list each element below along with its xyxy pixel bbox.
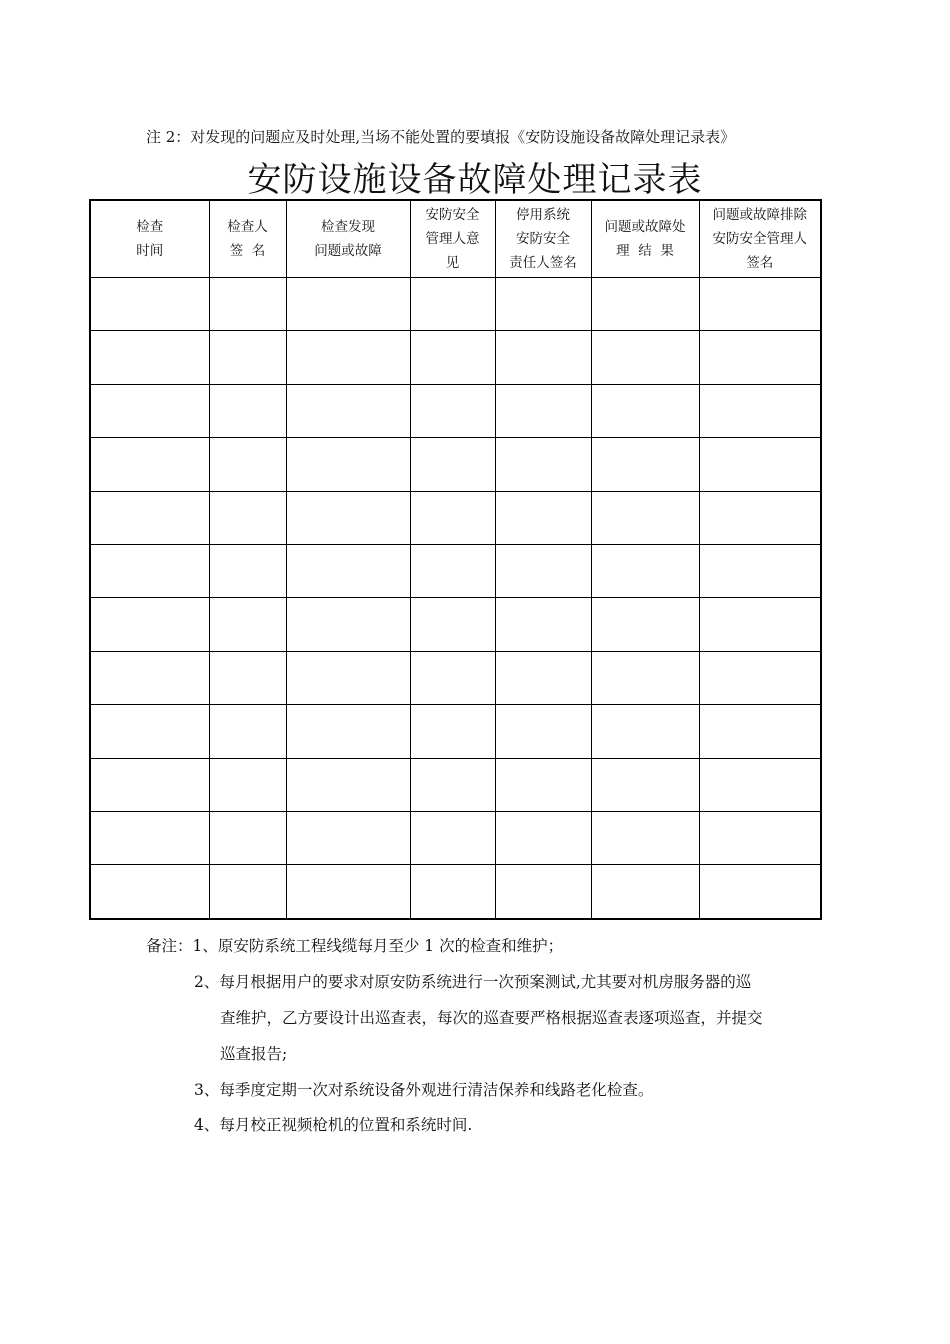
table-cell[interactable] (90, 331, 209, 384)
table-cell[interactable] (410, 384, 495, 437)
table-cell[interactable] (699, 811, 821, 864)
table-cell[interactable] (286, 438, 410, 491)
table-cell[interactable] (286, 865, 410, 919)
table-cell[interactable] (495, 865, 591, 919)
table-cell[interactable] (591, 331, 699, 384)
table-cell[interactable] (410, 544, 495, 597)
remark-line-3: 查维护，乙方要设计出巡查表，每次的巡查要严格根据巡查表逐项巡查，并提交 (220, 1009, 763, 1027)
table-cell[interactable] (699, 491, 821, 544)
table-cell[interactable] (410, 438, 495, 491)
table-cell[interactable] (90, 865, 209, 919)
table-cell[interactable] (410, 705, 495, 758)
table-cell[interactable] (591, 758, 699, 811)
table-cell[interactable] (90, 544, 209, 597)
table-cell[interactable] (591, 278, 699, 331)
table-cell[interactable] (495, 598, 591, 651)
remark-line-1: 备注：1、原安防系统工程线缆每月至少 1 次的检查和维护； (146, 937, 564, 955)
table-row (90, 651, 821, 704)
table-cell[interactable] (591, 491, 699, 544)
remark-line-4: 巡查报告; (220, 1045, 288, 1063)
col-header-found-issue: 检查发现 问题或故障 (286, 200, 410, 278)
table-row (90, 598, 821, 651)
table-cell[interactable] (209, 705, 286, 758)
table-cell[interactable] (90, 384, 209, 437)
table-cell[interactable] (286, 705, 410, 758)
table-cell[interactable] (209, 544, 286, 597)
col-header-resolution-signature: 问题或故障排除 安防安全管理人 签名 (699, 200, 821, 278)
remark-line-5: 3、每季度定期一次对系统设备外观进行清洁保养和线路老化检查。 (194, 1081, 654, 1099)
table-cell[interactable] (591, 651, 699, 704)
table-row (90, 758, 821, 811)
table-cell[interactable] (495, 384, 591, 437)
table-row (90, 491, 821, 544)
table-cell[interactable] (495, 758, 591, 811)
col-header-disable-system-signature: 停用系统 安防安全 责任人签名 (495, 200, 591, 278)
table-cell[interactable] (209, 278, 286, 331)
page-title: 安防设施设备故障处理记录表 (247, 160, 703, 200)
table-cell[interactable] (699, 865, 821, 919)
table-cell[interactable] (90, 811, 209, 864)
remark-line-6: 4、每月校正视频枪机的位置和系统时间. (194, 1116, 473, 1134)
table-cell[interactable] (410, 278, 495, 331)
table-row (90, 278, 821, 331)
table-cell[interactable] (591, 544, 699, 597)
table-row (90, 811, 821, 864)
table-cell[interactable] (286, 758, 410, 811)
table-cell[interactable] (591, 705, 699, 758)
col-header-handling-result: 问题或故障处 理 结 果 (591, 200, 699, 278)
table-cell[interactable] (90, 278, 209, 331)
table-row (90, 331, 821, 384)
table-cell[interactable] (495, 438, 591, 491)
table-cell[interactable] (495, 331, 591, 384)
table-cell[interactable] (90, 705, 209, 758)
table-cell[interactable] (286, 384, 410, 437)
table-row (90, 384, 821, 437)
table-cell[interactable] (699, 278, 821, 331)
table-cell[interactable] (410, 651, 495, 704)
table-cell[interactable] (495, 278, 591, 331)
table-cell[interactable] (286, 598, 410, 651)
table-cell[interactable] (209, 438, 286, 491)
table-cell[interactable] (699, 758, 821, 811)
table-cell[interactable] (410, 865, 495, 919)
table-cell[interactable] (495, 811, 591, 864)
table-cell[interactable] (209, 598, 286, 651)
table-cell[interactable] (209, 758, 286, 811)
table-row (90, 544, 821, 597)
note-text: 注 2：对发现的问题应及时处理,当场不能处置的要填报《安防设施设备故障处理记录表》 (146, 128, 736, 146)
table-cell[interactable] (591, 598, 699, 651)
table-cell[interactable] (286, 491, 410, 544)
table-cell[interactable] (209, 811, 286, 864)
table-header-row (90, 200, 821, 278)
table-cell[interactable] (90, 598, 209, 651)
table-cell[interactable] (410, 331, 495, 384)
table-cell[interactable] (209, 491, 286, 544)
table-cell[interactable] (699, 705, 821, 758)
table-cell[interactable] (286, 544, 410, 597)
table-cell[interactable] (90, 758, 209, 811)
table-cell[interactable] (591, 384, 699, 437)
table-cell[interactable] (495, 705, 591, 758)
table-cell[interactable] (286, 278, 410, 331)
table-cell[interactable] (699, 544, 821, 597)
table-row (90, 438, 821, 491)
table-cell[interactable] (699, 651, 821, 704)
table-cell[interactable] (410, 491, 495, 544)
table-row (90, 705, 821, 758)
table-cell[interactable] (209, 651, 286, 704)
table-cell[interactable] (410, 598, 495, 651)
table-cell[interactable] (286, 331, 410, 384)
table-cell[interactable] (410, 811, 495, 864)
table-cell[interactable] (410, 758, 495, 811)
table-cell[interactable] (591, 811, 699, 864)
col-header-inspector-signature: 检查人 签 名 (209, 200, 286, 278)
table-cell[interactable] (495, 544, 591, 597)
col-header-manager-opinion: 安防安全 管理人意 见 (410, 200, 495, 278)
record-table (89, 199, 822, 920)
table-row (90, 865, 821, 919)
table-cell[interactable] (209, 384, 286, 437)
table-cell[interactable] (286, 811, 410, 864)
table-cell[interactable] (699, 598, 821, 651)
table-cell[interactable] (495, 491, 591, 544)
col-header-check-time: 检查 时间 (90, 200, 209, 278)
table-cell[interactable] (699, 438, 821, 491)
table-cell[interactable] (699, 384, 821, 437)
table-cell[interactable] (699, 331, 821, 384)
table-cell[interactable] (90, 651, 209, 704)
table-cell[interactable] (90, 438, 209, 491)
remark-line-2: 2、每月根据用户的要求对原安防系统进行一次预案测试,尤其要对机房服务器的巡 (194, 973, 752, 991)
table-cell[interactable] (495, 651, 591, 704)
table-body (90, 278, 821, 919)
table-cell[interactable] (209, 331, 286, 384)
table-cell[interactable] (209, 865, 286, 919)
table-cell[interactable] (90, 491, 209, 544)
table-cell[interactable] (591, 438, 699, 491)
table-cell[interactable] (591, 865, 699, 919)
table-cell[interactable] (286, 651, 410, 704)
